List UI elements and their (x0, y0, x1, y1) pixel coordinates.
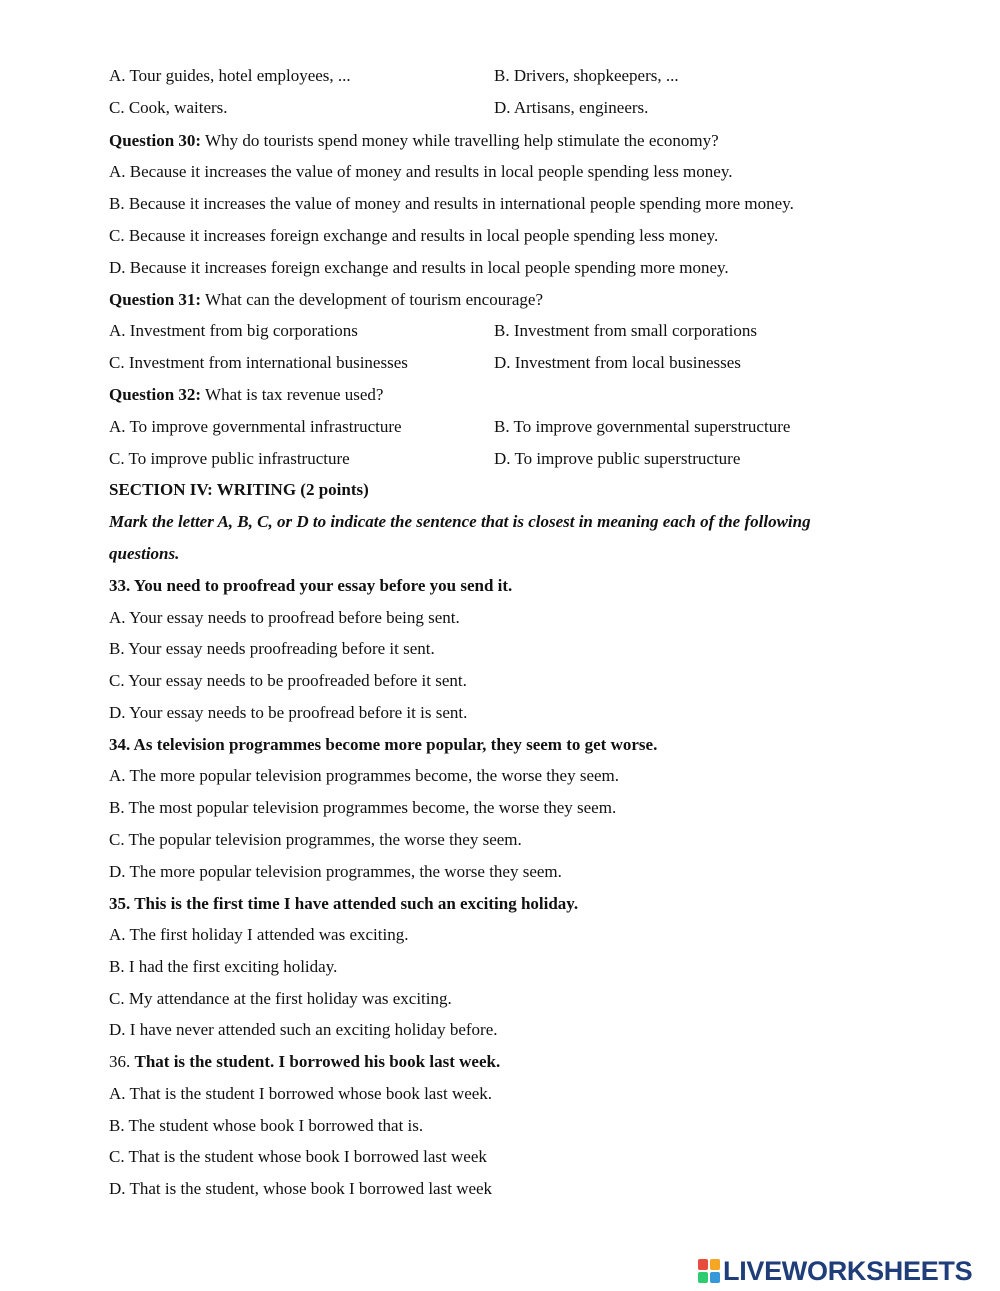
text-line (109, 608, 460, 628)
text-line (109, 1147, 487, 1167)
text-segment: C. Your essay needs to be proofreaded before it sent. (109, 671, 467, 690)
text-line (109, 957, 337, 977)
text-line (109, 639, 435, 659)
text-line (109, 925, 408, 945)
text-segment: A. To improve governmental infrastructure (109, 417, 402, 436)
text-line (109, 258, 729, 278)
text-line (109, 162, 732, 182)
text-line (109, 194, 794, 214)
text-line (109, 1084, 492, 1104)
text-segment: B. Your essay needs proofreading before it sent. (109, 639, 435, 658)
text-line (109, 290, 543, 310)
text-line (494, 417, 790, 437)
text-line (109, 321, 358, 341)
text-line (109, 480, 369, 500)
text-segment: A. Your essay needs to proofread before being sent. (109, 608, 460, 627)
text-segment: A. Because it increases the value of money and results in local people spending less money. (109, 162, 733, 181)
text-line (494, 321, 757, 341)
text-line (494, 98, 648, 118)
text-segment: D. That is the student, whose book I borrowed last week (109, 1179, 493, 1198)
text-segment: B. I had the first exciting holiday. (109, 957, 338, 976)
text-segment: 33. You need to proofread your essay before you send it. (109, 576, 513, 595)
text-line (109, 735, 657, 755)
text-segment: C. To improve public infrastructure (109, 449, 350, 468)
text-line (109, 1020, 498, 1040)
text-segment: C. That is the student whose book I borrowed last week (109, 1147, 487, 1166)
text-segment: SECTION IV: WRITING (2 points) (109, 480, 369, 499)
text-segment: 34. As television programmes become more popular, they seem to get worse. (109, 735, 658, 754)
text-segment: questions. (109, 544, 180, 563)
text-segment: D. The more popular television programmes, the worse they seem. (109, 862, 562, 881)
liveworksheets-logo-icon (698, 1259, 720, 1283)
text-line (109, 830, 522, 850)
text-segment: C. Cook, waiters. (109, 98, 228, 117)
text-segment: Why do tourists spend money while travelling help stimulate the economy? (201, 131, 719, 150)
text-segment: Question 32: (109, 385, 202, 404)
text-line (109, 417, 402, 437)
text-line (109, 671, 467, 691)
text-segment: A. The first holiday I attended was exciting. (109, 925, 409, 944)
text-line (109, 385, 383, 405)
text-segment: D. To improve public superstructure (494, 449, 741, 468)
text-line (109, 353, 408, 373)
text-line (109, 766, 619, 786)
text-line (109, 894, 578, 914)
text-line (109, 1116, 423, 1136)
text-line (109, 512, 811, 532)
text-line (109, 544, 179, 564)
text-segment: That is the student. I borrowed his book last week. (134, 1052, 501, 1071)
text-line (109, 131, 719, 151)
text-segment: C. Because it increases foreign exchange and results in local people spending less money. (109, 226, 719, 245)
text-line (494, 66, 679, 86)
text-segment: A. That is the student I borrowed whose book last week. (109, 1084, 493, 1103)
text-segment: What is tax revenue used? (201, 385, 384, 404)
liveworksheets-logo-text: LIVEWORKSHEETS (723, 1255, 973, 1286)
text-segment: B. Investment from small corporations (494, 321, 757, 340)
text-line (109, 989, 452, 1009)
text-segment: C. The popular television programmes, the worse they seem. (109, 830, 522, 849)
text-segment: Question 30: (109, 131, 202, 150)
text-segment: C. My attendance at the first holiday was exciting. (109, 989, 452, 1008)
text-line (109, 798, 616, 818)
text-segment: C. Investment from international businesses (109, 353, 408, 372)
text-segment: Question 31: (109, 290, 202, 309)
text-segment: B. The student whose book I borrowed that is. (109, 1116, 424, 1135)
text-segment: D. Artisans, engineers. (494, 98, 649, 117)
text-segment: A. The more popular television programmes become, the worse they seem. (109, 766, 620, 785)
text-line (109, 703, 467, 723)
text-segment: D. Because it increases foreign exchange and results in local people spending more money. (109, 258, 729, 277)
text-segment: B. Because it increases the value of money and results in international people spending more money. (109, 194, 794, 213)
text-segment: What can the development of tourism encourage? (201, 290, 544, 309)
text-segment: 36. (109, 1052, 135, 1071)
text-segment: Mark the letter A, B, C, or D to indicate the sentence that is closest in meaning each of the following (109, 512, 811, 531)
text-line (109, 98, 228, 118)
text-line (494, 353, 741, 373)
text-segment: A. Tour guides, hotel employees, ... (109, 66, 351, 85)
text-line (109, 1052, 500, 1072)
text-line (494, 449, 740, 469)
text-segment: B. Drivers, shopkeepers, ... (494, 66, 679, 85)
text-segment: B. To improve governmental superstructure (494, 417, 791, 436)
text-segment: D. Investment from local businesses (494, 353, 741, 372)
text-segment: A. Investment from big corporations (109, 321, 358, 340)
text-line (109, 1179, 492, 1199)
text-line (109, 226, 718, 246)
liveworksheets-logo (698, 1256, 972, 1286)
text-line (109, 862, 562, 882)
text-segment: D. I have never attended such an exciting holiday before. (109, 1020, 498, 1039)
text-line (109, 66, 351, 86)
text-segment: 35. This is the first time I have attended such an exciting holiday. (109, 894, 579, 913)
text-line (109, 449, 350, 469)
text-segment: B. The most popular television programmes become, the worse they seem. (109, 798, 617, 817)
text-line (109, 576, 512, 596)
text-segment: D. Your essay needs to be proofread before it is sent. (109, 703, 468, 722)
